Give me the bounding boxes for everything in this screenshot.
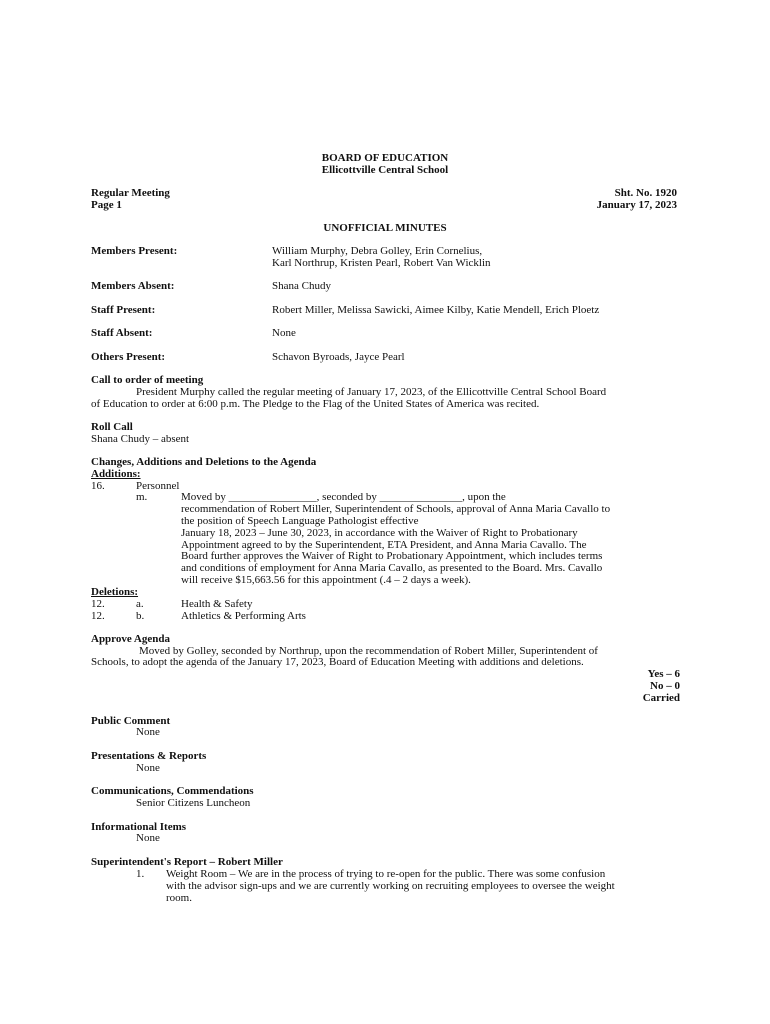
motion-line: January 18, 2023 – June 30, 2023, in accordance with the Waiver of Right to Probationary bbox=[181, 527, 578, 539]
roll-call-heading: Roll Call bbox=[91, 421, 133, 433]
vote-yes: Yes – 6 bbox=[647, 668, 680, 680]
roll-call-text: Shana Chudy – absent bbox=[91, 433, 190, 445]
others-present-label: Others Present: bbox=[91, 351, 166, 363]
report-item-line: with the advisor sign-ups and we are currently working on recruiting employees to oversee the weight bbox=[166, 880, 615, 892]
communications-text: Senior Citizens Luncheon bbox=[136, 797, 251, 809]
report-item-line: Weight Room – We are in the process of trying to re-open for the public. There was some confusion bbox=[166, 868, 606, 880]
minutes-title: UNOFFICIAL MINUTES bbox=[323, 222, 447, 234]
meeting-date: January 17, 2023 bbox=[596, 199, 677, 211]
vote-result: Carried bbox=[642, 692, 680, 704]
deletion-number: 12. bbox=[91, 610, 105, 622]
deletion-text: Health & Safety bbox=[181, 598, 253, 610]
report-item-number: 1. bbox=[136, 868, 145, 880]
informational-text: None bbox=[136, 832, 160, 844]
informational-heading: Informational Items bbox=[91, 821, 187, 833]
additions-label: Additions: bbox=[91, 468, 141, 480]
staff-present-label: Staff Present: bbox=[91, 304, 156, 316]
additions-section: Personnel bbox=[136, 480, 180, 492]
motion-line: Appointment agreed to by the Superintendent, ETA President, and Anna Maria Cavallo. The bbox=[181, 539, 587, 551]
page-number: Page 1 bbox=[91, 199, 122, 211]
members-absent-label: Members Absent: bbox=[91, 280, 175, 292]
public-comment-heading: Public Comment bbox=[91, 715, 171, 727]
motion-line: and conditions of employment for Anna Maria Cavallo, as presented to the Board. Mrs. Cavallo bbox=[181, 562, 603, 574]
motion-line: recommendation of Robert Miller, Superintendent of Schools, approval of Anna Maria Cavallo to bbox=[181, 503, 611, 515]
communications-heading: Communications, Commendations bbox=[91, 785, 254, 797]
motion-line: Board further approves the Waiver of Right to Probationary Appointment, which includes terms bbox=[181, 550, 603, 562]
members-absent-value: Shana Chudy bbox=[272, 280, 331, 292]
superintendent-report-heading: Superintendent's Report – Robert Miller bbox=[91, 856, 283, 868]
others-present-value: Schavon Byroads, Jayce Pearl bbox=[272, 351, 405, 363]
call-to-order-text: of Education to order at 6:00 p.m. The Pledge to the Flag of the United States of America was recited. bbox=[91, 398, 540, 410]
approve-agenda-text: Moved by Golley, seconded by Northrup, upon the recommendation of Robert Miller, Superintendent of bbox=[139, 645, 598, 657]
meeting-type: Regular Meeting bbox=[91, 187, 170, 199]
approve-agenda-heading: Approve Agenda bbox=[91, 633, 170, 645]
additions-item-number: 16. bbox=[91, 480, 105, 492]
staff-present-value: Robert Miller, Melissa Sawicki, Aimee Kilby, Katie Mendell, Erich Ploetz bbox=[272, 304, 600, 316]
sheet-number: Sht. No. 1920 bbox=[614, 187, 677, 199]
staff-absent-label: Staff Absent: bbox=[91, 327, 153, 339]
report-item-line: room. bbox=[166, 892, 192, 904]
vote-no: No – 0 bbox=[650, 680, 680, 692]
motion-line: will receive $15,663.56 for this appointment (.4 – 2 days a week). bbox=[181, 574, 471, 586]
members-present-line: Karl Northrup, Kristen Pearl, Robert Van Wicklin bbox=[272, 257, 491, 269]
motion-line: the position of Speech Language Pathologist effective bbox=[181, 515, 419, 527]
members-present-line: William Murphy, Debra Golley, Erin Cornelius, bbox=[272, 245, 483, 257]
changes-heading: Changes, Additions and Deletions to the Agenda bbox=[91, 456, 317, 468]
public-comment-text: None bbox=[136, 726, 160, 738]
call-to-order-text: President Murphy called the regular meeting of January 17, 2023, of the Ellicottville Central School Board bbox=[136, 386, 607, 398]
presentations-heading: Presentations & Reports bbox=[91, 750, 207, 762]
additions-letter: m. bbox=[136, 491, 148, 503]
deletion-letter: b. bbox=[136, 610, 145, 622]
deletion-number: 12. bbox=[91, 598, 105, 610]
members-present-label: Members Present: bbox=[91, 245, 178, 257]
deletion-text: Athletics & Performing Arts bbox=[181, 610, 306, 622]
deletion-letter: a. bbox=[136, 598, 144, 610]
call-to-order-heading: Call to order of meeting bbox=[91, 374, 204, 386]
motion-line: Moved by ________________, seconded by _______________, upon the bbox=[181, 491, 506, 503]
approve-agenda-text: Schools, to adopt the agenda of the January 17, 2023, Board of Education Meeting with additions and deletions. bbox=[91, 656, 584, 668]
staff-absent-value: None bbox=[272, 327, 296, 339]
school-name: Ellicottville Central School bbox=[321, 164, 449, 176]
presentations-text: None bbox=[136, 762, 160, 774]
org-title: BOARD OF EDUCATION bbox=[321, 152, 449, 164]
deletions-label: Deletions: bbox=[91, 586, 139, 598]
